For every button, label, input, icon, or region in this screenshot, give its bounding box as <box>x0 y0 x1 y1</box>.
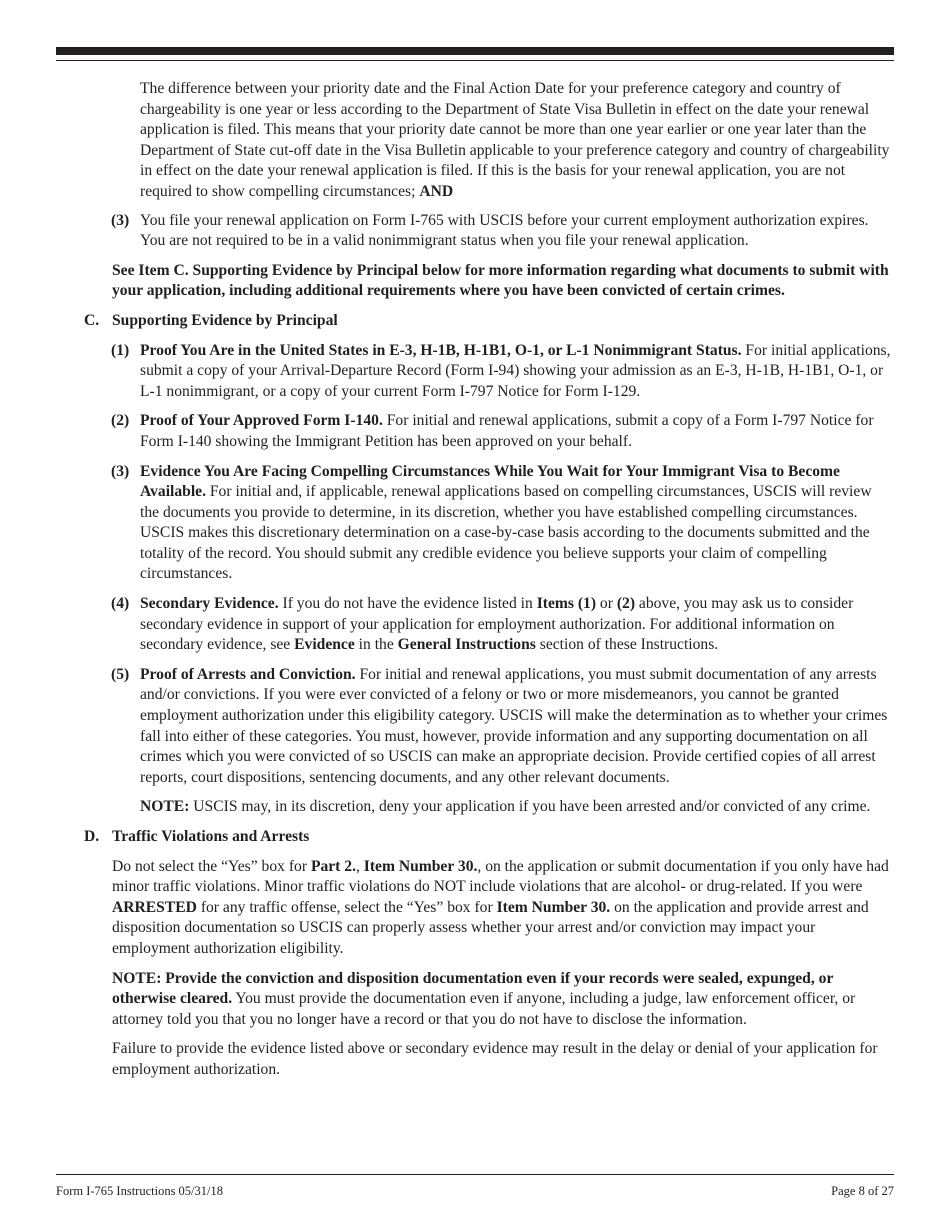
text-run: For initial and renewal applications, you must submit documentation of any arrests and/or convictions. If you were ever convicted of a felony or two or more misdemeanors, you cannot be granted employment authorization under this eligibility category. USCIS will make the determination as to whether your crimes fall into either of these categories. You must, however, provide information and any supporting documentation on all crimes which you were convicted of so USCIS can make an appropriate decision. Provide certified copies of all arrest reports, court dispositions, sentencing documents, and any other relevant documents. <box>140 665 888 786</box>
text-run: NOTE: <box>140 798 190 816</box>
text-run: in the <box>354 636 398 654</box>
criterion-3-number: (3) <box>111 211 130 229</box>
section-d-note <box>112 969 894 1031</box>
section-c-heading <box>84 311 894 332</box>
page-content <box>56 79 894 1081</box>
text-run: USCIS may, in its discretion, deny your application if you have been arrested and/or convicted of any crime. <box>189 798 871 816</box>
text-run: Evidence <box>294 636 355 654</box>
section-c-note <box>140 797 894 818</box>
section-c-item-3-number: (3) <box>111 462 130 480</box>
section-c-item-5-number: (5) <box>111 665 130 683</box>
section-d-paragraph-1 <box>112 857 894 960</box>
section-c-item-4-number: (4) <box>111 595 130 613</box>
text-run: For initial and renewal applications, submit a copy of a Form I-797 Notice for Form I-140 showing the Immigrant Petition has been approved on your behalf. <box>140 412 874 450</box>
header-rule-thin <box>56 60 894 61</box>
section-c-item-5 <box>111 665 894 789</box>
text-run: Secondary Evidence. <box>140 595 279 613</box>
text-run: Evidence You Are Facing Compelling Circumstances While You Wait for Your Immigrant Visa to Become Available. <box>140 462 840 501</box>
section-c-item-2-text <box>140 411 894 452</box>
text-run: Items (1) <box>536 595 597 613</box>
section-c-item-4 <box>111 594 894 656</box>
criterion-3 <box>111 211 894 252</box>
see-item-c-note <box>112 261 894 302</box>
section-d-heading <box>84 827 894 848</box>
text-run: , on the application or submit documentation if you only have had minor traffic violations. Minor traffic violations do NOT include violations that are alcohol- or drug-related. If you were <box>112 857 889 896</box>
text-run: Part 2. <box>310 857 356 875</box>
text-run: ARRESTED <box>112 898 197 916</box>
text-run: section of these Instructions. <box>535 636 719 654</box>
section-c-title: Supporting Evidence by Principal <box>112 311 338 329</box>
text-run: Proof You Are in the United States in E-3, H-1B, H-1B1, O-1, or L-1 Nonimmigrant Status. <box>140 341 742 359</box>
text-run: on the application and provide arrest and disposition documentation so USCIS can properly assess whether your arrest and/or conviction may impact your employment authorization eligibility. <box>112 898 869 957</box>
criterion-2-continuation <box>140 79 894 203</box>
text-run: NOTE: Provide the conviction and disposition documentation even if your records were sealed, expunged, or otherwise cleared. <box>112 969 834 1008</box>
text-run: For initial applications, submit a copy of your Arrival-Departure Record (Form I-94) showing your admission as an E-3, H-1B, H-1B1, O-1, or L-1 nonimmigrant, or a copy of your current Form I-797 Notice for Form I-129. <box>140 341 891 400</box>
text-run: Item Number 30. <box>363 857 478 875</box>
footer-page-number: Page 8 of 27 <box>831 1184 894 1198</box>
text-run: General Instructions <box>397 636 536 654</box>
section-d-paragraph-3 <box>112 1039 894 1080</box>
section-c-item-3-text <box>140 462 894 586</box>
text-run: AND <box>419 182 454 200</box>
section-c-item-2-number: (2) <box>111 412 130 430</box>
text-run: Proof of Your Approved Form I-140. <box>140 412 383 430</box>
text-run: (2) <box>616 595 636 613</box>
text-run: Proof of Arrests and Conviction. <box>140 665 356 683</box>
text-run: See Item C. Supporting Evidence by Principal below for more information regarding what documents to submit with your application, including additional requirements where you have been convicted of certain crimes. <box>112 261 889 300</box>
footer-rule <box>56 1174 894 1175</box>
text-run: You must provide the documentation even if anyone, including a judge, law enforcement officer, or attorney told you that you no longer have a record or that you do not have to disclose the information. <box>112 990 856 1028</box>
section-c-letter: C. <box>84 311 100 329</box>
text-run: , <box>355 857 364 875</box>
section-d-letter: D. <box>84 828 100 845</box>
section-c-item-5-text <box>140 665 894 789</box>
section-c-item-2 <box>111 411 894 452</box>
text-run: If you do not have the evidence listed in <box>278 595 537 613</box>
section-c-item-1-number: (1) <box>111 341 130 359</box>
criterion-3-text <box>140 211 894 252</box>
section-c-item-4-text <box>140 594 894 656</box>
text-run: above, you may ask us to consider secondary evidence in support of your application for employment authorization. For additional information on secondary evidence, see <box>140 595 854 654</box>
text-run: Do not select the “Yes” box for <box>112 857 311 875</box>
text-run: Item Number 30. <box>496 898 611 916</box>
section-c-item-3 <box>111 462 894 586</box>
text-run: You file your renewal application on Form I-765 with USCIS before your current employment authorization expires. You are not required to be in a valid nonimmigrant status when you file your renewal application. <box>140 211 869 250</box>
section-d-title: Traffic Violations and Arrests <box>112 828 310 845</box>
text-run: or <box>596 595 617 613</box>
text-run: For initial and, if applicable, renewal applications based on compelling circumstances, USCIS will review the documents you provide to determine, in its discretion, whether you have established compelling circumstances. USCIS makes this discretionary determination on a case-by-case basis according to the documents submitted and the totality of the record. You should submit any credible evidence you believe supports your claim of compelling circumstances. <box>140 483 872 583</box>
text-run: The difference between your priority date and the Final Action Date for your preference category and country of chargeability is one year or less according to the Department of State Visa Bulletin in effect on the date your renewal application is filed. This means that your priority date cannot be more than one year earlier or one year later than the Department of State cut-off date in the Visa Bulletin applicable to your preference category and country of chargeability in effect on the date your renewal application is filed. If this is the basis for your renewal application, you are not required to show compelling circumstances; <box>140 80 890 200</box>
section-c-item-1-text <box>140 341 894 403</box>
text-run: Failure to provide the evidence listed above or secondary evidence may result in the delay or denial of your application for employment authorization. <box>112 1040 878 1078</box>
text-run: for any traffic offense, select the “Yes” box for <box>196 898 497 916</box>
header-rule-thick <box>56 47 894 55</box>
section-c-item-1 <box>111 341 894 403</box>
footer-form-id: Form I-765 Instructions 05/31/18 <box>56 1184 224 1198</box>
